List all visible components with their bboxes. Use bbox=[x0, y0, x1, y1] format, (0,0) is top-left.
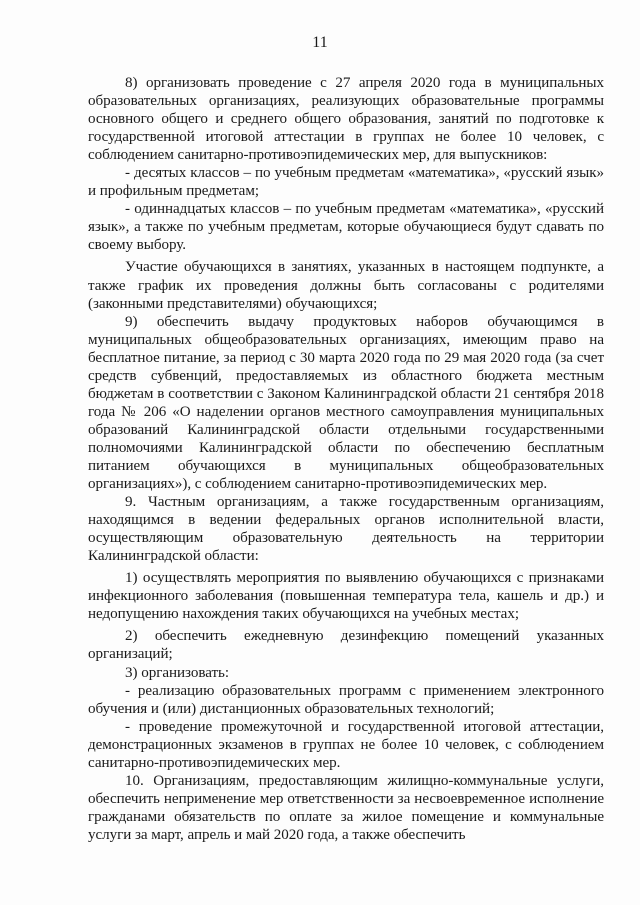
paragraph-section-9-item-2: 2) обеспечить ежедневную дезинфекцию помещений указанных организаций; bbox=[88, 628, 604, 663]
paragraph-section-10: 10. Организациям, предоставляющим жилищно-коммунальные услуги, обеспечить неприменение мер ответственности за несвоевременное исполнение гражданами обязательств по оплате за жилое помещение и коммунальные услуги за март, апрель и май 2020 года, а также обеспечить bbox=[88, 772, 604, 843]
paragraph-item-8: 8) организовать проведение с 27 апреля 2020 года в муниципальных образовательных организациях, реализующих образовательные программы основного общего и среднего общего образования, занятий по подготовке к государственной итоговой аттестации в группах не более 10 человек, с соблюдением санитарно-противоэпидемических мер, для выпускников: bbox=[88, 75, 604, 164]
page-number: 11 bbox=[312, 34, 328, 51]
paragraph-section-9-item-3-attestation: - проведение промежуточной и государственной итоговой аттестации, демонстрационных экзаменов в группах не более 10 человек, с соблюдением санитарно-противоэпидемических мер. bbox=[88, 718, 604, 771]
paragraph-section-9: 9. Частным организациям, а также государственным организациям, находящимся в ведении федеральных органов исполнительной власти, осуществляющим образовательную деятельность на территории Калининградской области: bbox=[88, 494, 604, 565]
paragraph-item-8-tenth-grade: - десятых классов – по учебным предметам «математика», «русский язык» и профильным предметам; bbox=[88, 165, 604, 200]
paragraph-section-9-item-3: 3) организовать: bbox=[125, 664, 230, 681]
paragraph-section-9-item-1: 1) осуществлять мероприятия по выявлению обучающихся с признаками инфекционного заболевания (повышенная температура тела, кашель и др.) и недопущению нахождения таких обучающихся на учебных местах; bbox=[88, 570, 604, 623]
paragraph-item-9: 9) обеспечить выдачу продуктовых наборов обучающимся в муниципальных общеобразовательных организациях, имеющим право на бесплатное питание, за период с 30 марта 2020 года по 29 мая 2020 года (за счет средств субвенций, предоставляемых из областного бюджета местным бюджетам в соответствии с Законом Калининградской области 21 сентября 2018 года № 206 «О наделении органов местного самоуправления муниципальных образований Калининградской области отдельными государственными полномочиями Калининградской области по обеспечению бесплатным питанием обучающихся в муниципальных общеобразовательных организациях»), с соблюдением санитарно-противоэпидемических мер. bbox=[88, 313, 604, 493]
paragraph-item-8-eleventh-grade: - одиннадцатых классов – по учебным предметам «математика», «русский язык», а также по учебным предметам, которые обучающиеся будут сдавать по своему выбору. bbox=[88, 201, 604, 254]
document-body bbox=[88, 74, 604, 844]
paragraph-item-8-participation: Участие обучающихся в занятиях, указанных в настоящем подпункте, а также график их проведения должны быть согласованы с родителями (законными представителями) обучающихся; bbox=[88, 259, 604, 312]
paragraph-section-9-item-3-elearning: - реализацию образовательных программ с применением электронного обучения и (или) дистанционных образовательных технологий; bbox=[88, 682, 604, 717]
